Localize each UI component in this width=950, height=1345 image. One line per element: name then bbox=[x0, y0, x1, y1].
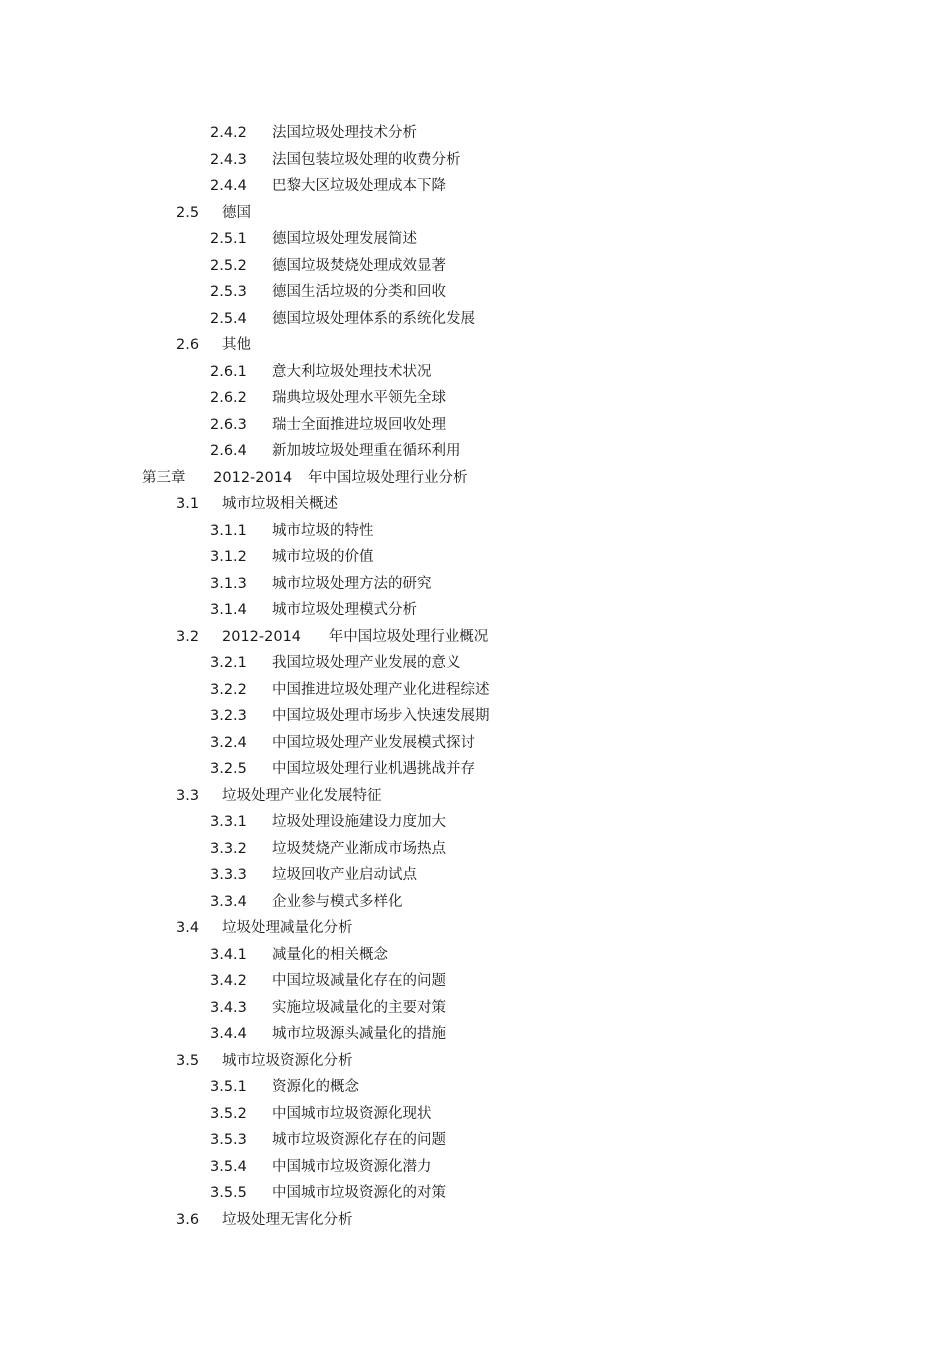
toc-entry-number: 3.4.2 bbox=[210, 973, 247, 989]
toc-entry-number: 3.2.1 bbox=[210, 655, 247, 671]
toc-entry-title: 瑞典垃圾处理水平领先全球 bbox=[272, 390, 446, 406]
toc-entry-title: 其他 bbox=[222, 337, 251, 353]
toc-entry-number: 3.5.5 bbox=[210, 1185, 247, 1201]
toc-entry-number: 第三章 2012-2014 bbox=[142, 469, 293, 486]
toc-entry-number: 2.4.2 bbox=[210, 125, 247, 141]
toc-entry-number: 2.6.3 bbox=[210, 416, 247, 433]
toc-entry-number: 2.5.1 bbox=[210, 231, 247, 247]
toc-entry-title: 德国垃圾处理发展简述 bbox=[272, 231, 417, 247]
toc-entry-title: 法国垃圾处理技术分析 bbox=[272, 125, 417, 141]
toc-entry-title: 垃圾处理无害化分析 bbox=[222, 1211, 353, 1228]
toc-entry-number: 3.2.2 bbox=[210, 681, 247, 698]
toc-entry-number: 3.3.4 bbox=[210, 893, 247, 910]
toc-entry-title: 2012-2014 年中国垃圾处理行业概况 bbox=[222, 628, 489, 645]
toc-entry-number: 3.2.4 bbox=[210, 734, 247, 751]
toc-entry[interactable] bbox=[0, 253, 950, 280]
toc-entry-number: 3.4.1 bbox=[210, 946, 247, 963]
toc-entry[interactable] bbox=[0, 173, 950, 200]
toc-entry[interactable] bbox=[0, 359, 950, 386]
toc-entry-number: 3.2.3 bbox=[210, 708, 247, 724]
toc-entry-title: 垃圾处理产业化发展特征 bbox=[222, 787, 382, 804]
toc-entry[interactable] bbox=[0, 306, 950, 333]
toc-entry-number: 3.1.3 bbox=[210, 575, 247, 592]
toc-entry-title: 垃圾处理设施建设力度加大 bbox=[272, 814, 446, 830]
toc-entry-number: 3.4.3 bbox=[210, 999, 247, 1016]
toc-entry-title: 巴黎大区垃圾处理成本下降 bbox=[272, 178, 446, 194]
toc-entry-title: 垃圾处理减量化分析 bbox=[222, 920, 353, 936]
toc-entry-number: 3.4.4 bbox=[210, 1026, 247, 1042]
toc-entry[interactable] bbox=[0, 438, 950, 465]
toc-entry[interactable] bbox=[0, 279, 950, 306]
toc-entry[interactable] bbox=[0, 1048, 950, 1075]
toc-entry[interactable] bbox=[0, 783, 950, 810]
toc-entry-number: 2.5.2 bbox=[210, 257, 247, 274]
toc-entry[interactable] bbox=[0, 703, 950, 730]
toc-entry-title: 中国垃圾减量化存在的问题 bbox=[272, 973, 446, 989]
toc-entry[interactable] bbox=[0, 544, 950, 571]
toc-entry-number: 3.5 bbox=[176, 1052, 200, 1069]
toc-entry[interactable] bbox=[0, 862, 950, 889]
toc-entry-title: 实施垃圾减量化的主要对策 bbox=[272, 999, 446, 1016]
toc-entry-title: 中国推进垃圾处理产业化进程综述 bbox=[272, 681, 490, 698]
toc-entry-title: 中国垃圾处理市场步入快速发展期 bbox=[272, 708, 490, 724]
toc-entry-title: 城市垃圾资源化存在的问题 bbox=[272, 1132, 446, 1148]
toc-entry-number: 2.5.4 bbox=[210, 310, 247, 327]
toc-entry[interactable] bbox=[0, 491, 950, 518]
toc-entry-number: 2.6.2 bbox=[210, 390, 247, 406]
toc-entry-number: 3.2.5 bbox=[210, 761, 247, 777]
toc-entry[interactable] bbox=[0, 942, 950, 969]
toc-entry-title: 新加坡垃圾处理重在循环利用 bbox=[272, 443, 461, 459]
toc-entry-title: 年中国垃圾处理行业分析 bbox=[308, 469, 468, 486]
toc-entry-title: 瑞士全面推进垃圾回收处理 bbox=[272, 416, 446, 433]
toc-entry[interactable] bbox=[0, 332, 950, 359]
toc-entry[interactable] bbox=[0, 1180, 950, 1207]
toc-entry[interactable] bbox=[0, 650, 950, 677]
toc-entry-title: 城市垃圾处理模式分析 bbox=[272, 602, 417, 618]
toc-entry[interactable] bbox=[0, 385, 950, 412]
toc-entry-title: 城市垃圾的价值 bbox=[272, 549, 374, 565]
toc-entry-number: 3.3 bbox=[176, 787, 200, 804]
toc-entry-number: 3.5.2 bbox=[210, 1105, 247, 1122]
toc-entry[interactable] bbox=[0, 836, 950, 863]
toc-entry-title: 城市垃圾相关概述 bbox=[222, 496, 338, 512]
toc-entry-number: 3.1.1 bbox=[210, 522, 247, 539]
toc-entry[interactable] bbox=[0, 889, 950, 916]
toc-entry[interactable] bbox=[0, 597, 950, 624]
toc-entry-number: 2.5.3 bbox=[210, 284, 247, 300]
toc-entry-title: 城市垃圾源头减量化的措施 bbox=[272, 1026, 446, 1042]
toc-entry[interactable] bbox=[0, 1127, 950, 1154]
toc-entry-title: 中国垃圾处理行业机遇挑战并存 bbox=[272, 761, 475, 777]
toc-entry[interactable] bbox=[0, 915, 950, 942]
toc-entry[interactable] bbox=[0, 226, 950, 253]
toc-entry[interactable] bbox=[0, 1101, 950, 1128]
toc-entry[interactable] bbox=[0, 1154, 950, 1181]
toc-entry-title: 垃圾回收产业启动试点 bbox=[272, 867, 417, 883]
toc-entry-title: 德国垃圾焚烧处理成效显著 bbox=[272, 257, 446, 274]
toc-entry-number: 3.6 bbox=[176, 1211, 200, 1228]
toc-entry-number: 2.4.3 bbox=[210, 151, 247, 168]
toc-entry-number: 2.4.4 bbox=[210, 178, 247, 194]
toc-entry-number: 3.1.2 bbox=[210, 549, 247, 565]
toc-entry[interactable] bbox=[0, 465, 950, 492]
toc-entry[interactable] bbox=[0, 1074, 950, 1101]
toc-entry[interactable] bbox=[0, 518, 950, 545]
toc-entry-title: 城市垃圾资源化分析 bbox=[222, 1052, 353, 1069]
toc-entry[interactable] bbox=[0, 756, 950, 783]
toc-entry-title: 企业参与模式多样化 bbox=[272, 893, 403, 910]
toc-entry-number: 2.6 bbox=[176, 337, 200, 353]
toc-entry-title: 德国垃圾处理体系的系统化发展 bbox=[272, 310, 475, 327]
toc-entry-title: 城市垃圾的特性 bbox=[272, 522, 374, 539]
toc-entry[interactable] bbox=[0, 120, 950, 147]
toc-entry-title: 城市垃圾处理方法的研究 bbox=[272, 575, 432, 592]
toc-entry-title: 法国包装垃圾处理的收费分析 bbox=[272, 151, 461, 168]
toc-entry-title: 中国城市垃圾资源化的对策 bbox=[272, 1185, 446, 1201]
toc-entry[interactable] bbox=[0, 809, 950, 836]
toc-entry-title: 我国垃圾处理产业发展的意义 bbox=[272, 655, 461, 671]
toc-entry[interactable] bbox=[0, 1207, 950, 1234]
toc-entry-title: 德国 bbox=[222, 204, 251, 221]
toc-entry[interactable] bbox=[0, 968, 950, 995]
toc-entry[interactable] bbox=[0, 624, 950, 651]
toc-entry-title: 中国城市垃圾资源化潜力 bbox=[272, 1158, 432, 1175]
table-of-contents bbox=[0, 120, 950, 1233]
toc-entry[interactable] bbox=[0, 571, 950, 598]
toc-entry-number: 2.6.4 bbox=[210, 443, 247, 459]
toc-entry-number: 3.1 bbox=[176, 496, 200, 512]
toc-entry-title: 中国垃圾处理产业发展模式探讨 bbox=[272, 734, 475, 751]
toc-entry-title: 德国生活垃圾的分类和回收 bbox=[272, 284, 446, 300]
toc-entry-number: 3.1.4 bbox=[210, 602, 247, 618]
toc-entry-title: 中国城市垃圾资源化现状 bbox=[272, 1105, 432, 1122]
toc-entry-number: 2.6.1 bbox=[210, 363, 247, 380]
toc-entry[interactable] bbox=[0, 200, 950, 227]
toc-entry-number: 3.3.2 bbox=[210, 840, 247, 857]
toc-entry-number: 3.3.1 bbox=[210, 814, 247, 830]
toc-entry[interactable] bbox=[0, 147, 950, 174]
toc-entry[interactable] bbox=[0, 677, 950, 704]
toc-entry-number: 3.5.3 bbox=[210, 1132, 247, 1148]
toc-entry-number: 3.5.1 bbox=[210, 1079, 247, 1095]
toc-entry-number: 3.2 bbox=[176, 628, 200, 645]
toc-entry[interactable] bbox=[0, 730, 950, 757]
toc-entry[interactable] bbox=[0, 1021, 950, 1048]
toc-entry[interactable] bbox=[0, 412, 950, 439]
toc-entry-number: 2.5 bbox=[176, 204, 200, 221]
toc-entry-title: 资源化的概念 bbox=[272, 1079, 359, 1095]
toc-entry-number: 3.3.3 bbox=[210, 867, 247, 883]
toc-entry-title: 减量化的相关概念 bbox=[272, 946, 388, 963]
toc-entry[interactable] bbox=[0, 995, 950, 1022]
toc-entry-title: 垃圾焚烧产业渐成市场热点 bbox=[272, 840, 446, 857]
toc-entry-title: 意大利垃圾处理技术状况 bbox=[272, 363, 432, 380]
toc-entry-number: 3.5.4 bbox=[210, 1158, 247, 1175]
toc-entry-number: 3.4 bbox=[176, 920, 200, 936]
